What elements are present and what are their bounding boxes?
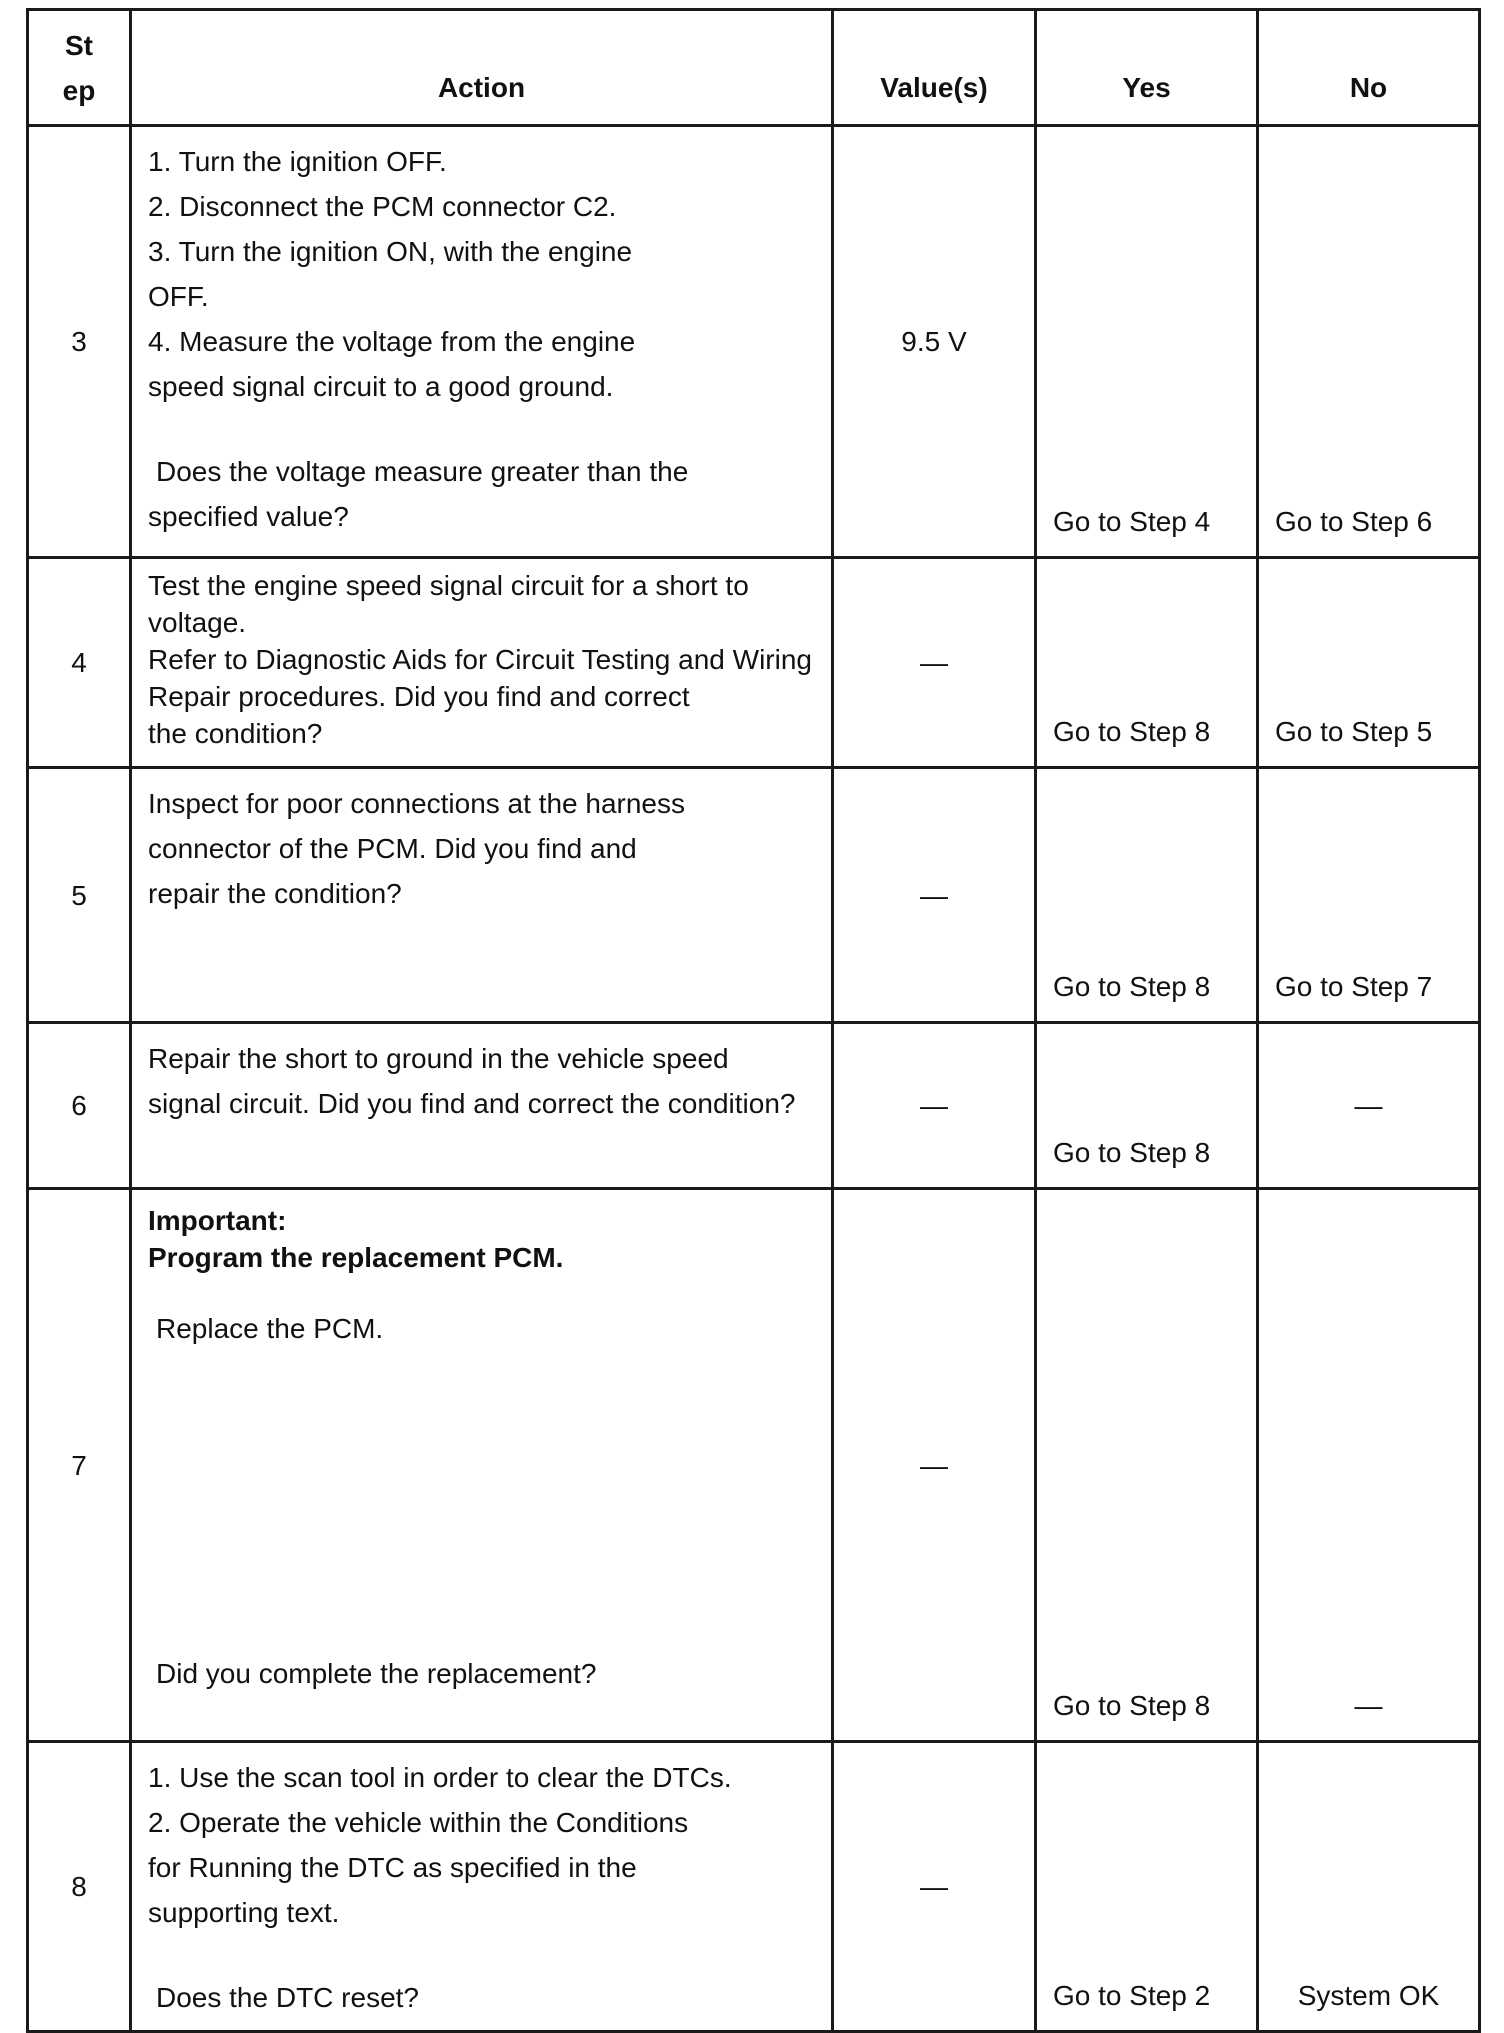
value-cell: — bbox=[833, 1742, 1036, 2032]
yes-cell: Go to Step 8 bbox=[1036, 1189, 1258, 1742]
action-line: 2. Operate the vehicle within the Conditions bbox=[148, 1807, 689, 1838]
table-row bbox=[28, 1742, 1480, 2032]
no-cell: Go to Step 5 bbox=[1258, 558, 1480, 768]
action-cell bbox=[131, 558, 833, 768]
yes-cell: Go to Step 4 bbox=[1036, 126, 1258, 558]
action-line: Refer to Diagnostic Aids for Circuit Testing and Wiring bbox=[148, 644, 812, 675]
action-line: for Running the DTC as specified in the bbox=[148, 1852, 637, 1883]
action-line: connector of the PCM. Did you find and bbox=[148, 833, 637, 864]
action-line: Repair the short to ground in the vehicle speed bbox=[148, 1043, 729, 1074]
yes-cell: Go to Step 2 bbox=[1036, 1742, 1258, 2032]
header-step-line-2: ep bbox=[62, 74, 96, 106]
step-number: 6 bbox=[28, 1023, 131, 1189]
question-line: Did you complete the replacement? bbox=[156, 1658, 597, 1689]
action-cell bbox=[131, 1189, 833, 1742]
header-row bbox=[28, 10, 1480, 126]
step-number: 3 bbox=[28, 126, 131, 558]
no-cell: System OK bbox=[1258, 1742, 1480, 2032]
no-cell: — bbox=[1258, 1189, 1480, 1742]
action-cell bbox=[131, 126, 833, 558]
action-line: supporting text. bbox=[148, 1897, 340, 1928]
action-line: 2. Disconnect the PCM connector C2. bbox=[148, 191, 617, 222]
value-cell: 9.5 V bbox=[833, 126, 1036, 558]
step-number: 4 bbox=[28, 558, 131, 768]
action-cell bbox=[131, 768, 833, 1023]
table-row bbox=[28, 558, 1480, 768]
question-line: specified value? bbox=[148, 501, 349, 532]
action-line: 3. Turn the ignition ON, with the engine bbox=[148, 236, 633, 267]
yes-cell: Go to Step 8 bbox=[1036, 768, 1258, 1023]
action-line: OFF. bbox=[148, 281, 209, 312]
value-cell: — bbox=[833, 1023, 1036, 1189]
table-row bbox=[28, 126, 1480, 558]
action-line: Inspect for poor connections at the harness bbox=[148, 788, 685, 819]
step-number: 7 bbox=[28, 1189, 131, 1742]
action-line: speed signal circuit to a good ground. bbox=[148, 371, 614, 402]
no-cell: Go to Step 7 bbox=[1258, 768, 1480, 1023]
action-line: Replace the PCM. bbox=[156, 1313, 384, 1344]
table-row bbox=[28, 1023, 1480, 1189]
step-number: 8 bbox=[28, 1742, 131, 2032]
header-values: Value(s) bbox=[833, 10, 1036, 126]
header-yes: Yes bbox=[1036, 10, 1258, 126]
yes-cell: Go to Step 8 bbox=[1036, 1023, 1258, 1189]
action-line: the condition? bbox=[148, 718, 323, 749]
action-line: signal circuit. Did you find and correct the condition? bbox=[148, 1088, 796, 1119]
action-line: repair the condition? bbox=[148, 878, 402, 909]
diagnostic-table bbox=[26, 8, 1481, 2033]
no-cell: — bbox=[1258, 1023, 1480, 1189]
table-row bbox=[28, 1189, 1480, 1742]
header-step bbox=[28, 10, 131, 126]
action-cell bbox=[131, 1023, 833, 1189]
question-line: Does the DTC reset? bbox=[156, 1982, 419, 2013]
action-line: voltage. bbox=[148, 607, 247, 638]
question-line: Does the voltage measure greater than the bbox=[156, 456, 689, 487]
action-line: 1. Use the scan tool in order to clear the DTCs. bbox=[148, 1762, 732, 1793]
value-cell: — bbox=[833, 558, 1036, 768]
value-cell: — bbox=[833, 1189, 1036, 1742]
important-label: Important: bbox=[148, 1205, 287, 1236]
action-cell bbox=[131, 1742, 833, 2032]
table-row bbox=[28, 768, 1480, 1023]
important-note: Program the replacement PCM. bbox=[148, 1242, 564, 1273]
action-line: Repair procedures. Did you find and correct bbox=[148, 681, 690, 712]
no-cell: Go to Step 6 bbox=[1258, 126, 1480, 558]
yes-cell: Go to Step 8 bbox=[1036, 558, 1258, 768]
action-line: 4. Measure the voltage from the engine bbox=[148, 326, 636, 357]
step-number: 5 bbox=[28, 768, 131, 1023]
value-cell: — bbox=[833, 768, 1036, 1023]
header-step-line-1: St bbox=[65, 29, 93, 61]
header-no: No bbox=[1258, 10, 1480, 126]
header-action: Action bbox=[131, 10, 833, 126]
action-line: 1. Turn the ignition OFF. bbox=[148, 146, 447, 177]
action-line: Test the engine speed signal circuit for a short to bbox=[148, 570, 749, 601]
